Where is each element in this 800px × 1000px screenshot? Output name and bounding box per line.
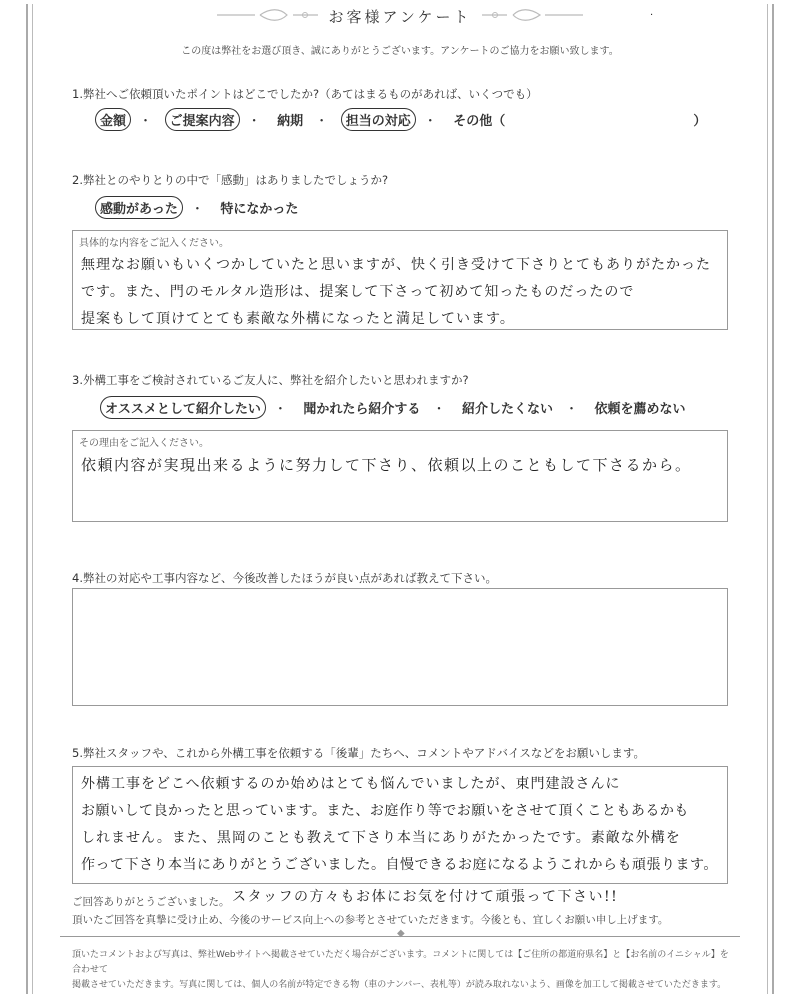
answer-line: 外構工事をどこへ依頼するのか始めはとても悩んでいましたが、東門建設さんに	[81, 776, 621, 792]
answer-line: 提案もして頂けてとても素敵な外構になったと満足しています。	[81, 311, 515, 327]
option-delivery[interactable]: 納期	[277, 114, 304, 129]
question-5-answer-box	[72, 766, 728, 884]
question-5: 5.弊社スタッフや、これから外構工事を依頼する「後輩」たちへ、コメントやアドバイスなどをお願いします。	[72, 746, 645, 760]
answer-line: しれません。また、黒岡のことも教えて下さり本当にありがたかったです。素敵な外構を	[81, 830, 681, 846]
footer-line-2: 掲載させていただきます。写真に関しては、個人の名前が特定できる物（車のナンバー、表札等）が読み取れないよう、画像を加工して掲載させていただきます。	[72, 980, 727, 990]
footer-line-1: 頂いたコメントおよび写真は、弊社Webサイトへ掲載させていただく場合がございます。コメントに関しては【ご住所の都道府県名】と【お名前のイニシャル】を合わせて	[72, 950, 729, 975]
question-2: 2.弊社とのやりとりの中で「感動」はありましたでしょうか?	[72, 173, 389, 187]
question-3-answer-box	[72, 430, 728, 522]
question-2-answer-box	[72, 230, 728, 330]
option-impressed[interactable]: 感動があった	[95, 196, 183, 219]
option-recommend[interactable]: オススメとして紹介したい	[100, 396, 266, 419]
question-3: 3.外構工事をご検討されているご友人に、弊社を紹介したいと思われますか?	[72, 373, 469, 387]
question-1: 1.弊社へご依頼頂いたポイントはどこでしたか?（あてはまるものがあれば、いくつでも）	[72, 87, 538, 101]
option-staff-response[interactable]: 担当の対応	[341, 108, 416, 131]
option-not-introduce[interactable]: 紹介したくない	[461, 402, 553, 417]
option-price[interactable]: 金額	[95, 108, 131, 131]
option-other-close: ）	[693, 114, 707, 129]
option-other[interactable]: その他（	[453, 114, 506, 129]
answer-line: 依頼内容が実現出来るように努力して下さり、依頼以上のこともして下さるから。	[81, 456, 692, 474]
answer-line: です。また、門のモルタル造形は、提案して下さって初めて知ったものだったので	[81, 284, 635, 300]
mark-dot: ·	[650, 10, 654, 21]
closing-note: 頂いたご回答を真摯に受け止め、今後のサービス向上への参考とさせていただきます。今後とも、宜しくお願い申し上げます。	[72, 914, 669, 926]
footer-notice	[72, 948, 732, 993]
option-not-impressed[interactable]: 特になかった	[220, 202, 299, 217]
page-title: お客様アンケート	[328, 8, 472, 26]
option-not-recommend[interactable]: 依頼を薦めない	[594, 402, 686, 417]
question-1-options: 金額 ・ ご提案内容 ・ 納期 ・ 担当の対応 ・ その他（ ）	[95, 108, 706, 131]
divider-ornament: ◆	[397, 928, 405, 939]
answer-line: 無理なお願いもいくつかしていたと思いますが、快く引き受けて下さりとてもありがたかった	[81, 257, 711, 273]
right-ornament	[480, 8, 585, 22]
closing-handwritten-message: スタッフの方々もお体にお気を付けて頑張って下さい!!	[232, 889, 619, 905]
question-2-options: 感動があった ・ 特になかった	[95, 196, 302, 219]
closing-thanks: ご回答ありがとうございました。	[72, 896, 230, 908]
answer-line: 作って下さり本当にありがとうございました。自慢できるお庭になるようこれからも頑張ります。	[81, 857, 718, 873]
question-3-detail-label: その理由をご記入ください。	[79, 438, 209, 449]
question-4: 4.弊社の対応や工事内容など、今後改善したほうが良い点があれば教えて下さい。	[72, 571, 497, 585]
intro-text: この度は弊社をお選び頂き、誠にありがとうございます。アンケートのご協力をお願い致します。	[181, 46, 619, 57]
question-3-options: オススメとして紹介したい ・ 聞かれたら紹介する ・ 紹介したくない ・ 依頼を薦めない	[100, 396, 690, 419]
option-proposal[interactable]: ご提案内容	[165, 108, 240, 131]
option-introduce-if-asked[interactable]: 聞かれたら紹介する	[303, 402, 421, 417]
question-2-detail-label: 具体的な内容をご記入ください。	[79, 238, 229, 249]
answer-line: お願いして良かったと思っています。また、お庭作り等でお願いをさせて頂くこともあるかも	[81, 803, 689, 819]
question-4-answer-box	[72, 588, 728, 706]
